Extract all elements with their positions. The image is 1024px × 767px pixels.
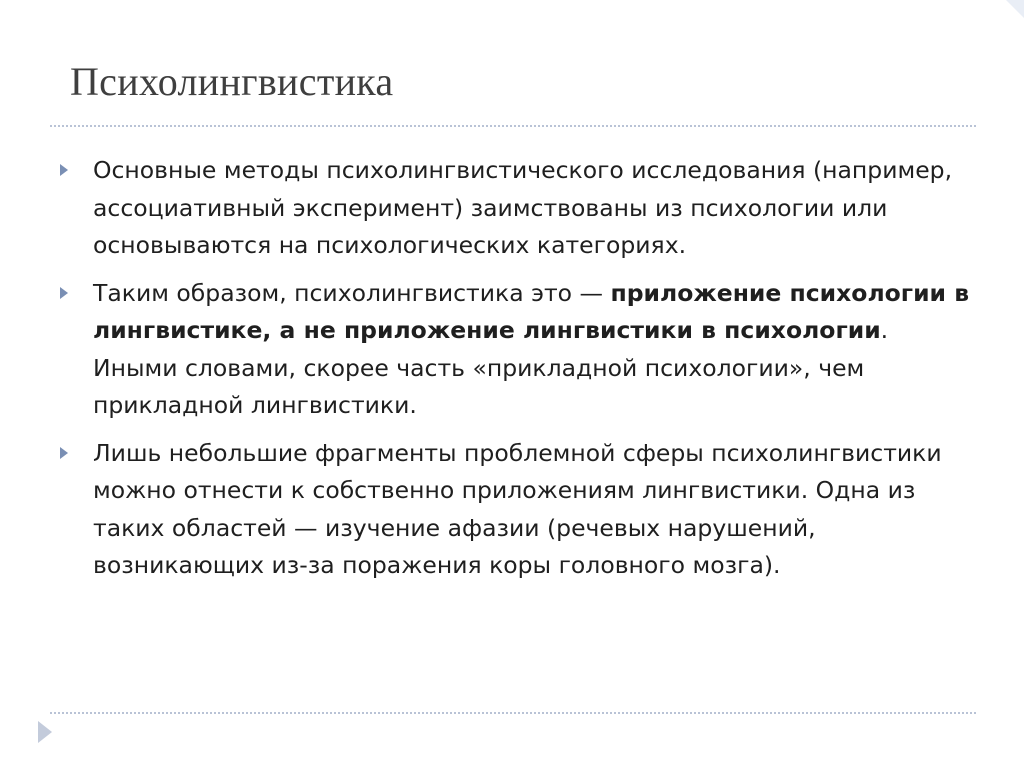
bullet-item — [60, 435, 970, 585]
next-slide-icon[interactable] — [38, 721, 52, 743]
bullet-item — [60, 152, 970, 265]
page-curl-decoration — [1006, 0, 1024, 18]
footer-divider — [50, 712, 976, 714]
slide-title: Психолингвистика — [70, 59, 394, 104]
bullet-text: Таким образом, психолингвистика это — — [93, 278, 611, 307]
bullet-arrow-icon — [60, 164, 68, 176]
bullet-list — [60, 152, 970, 595]
bullet-text: Основные методы психолингвистического исследования (например, ассоциативный эксперимент) заимствованы из психологии или основываются на психологических категориях. — [93, 156, 953, 259]
bullet-text: . Иными словами, скорее часть «прикладной психологии», чем прикладной лингвистики. — [93, 316, 889, 419]
bullet-arrow-icon — [60, 287, 68, 299]
bullet-text-bold: приложение психологии в лингвистике, а не приложение лингвистики в психологии — [93, 278, 970, 344]
bullet-item — [60, 275, 970, 425]
bullet-arrow-icon — [60, 447, 68, 459]
bullet-text: Лишь небольшие фрагменты проблемной сферы психолингвистики можно отнести к собственно приложениям лингвистики. Одна из таких областей — изучение афазии (речевых нарушений, возникающих из-за поражения коры головного мозга). — [93, 438, 942, 579]
title-divider — [50, 125, 976, 127]
